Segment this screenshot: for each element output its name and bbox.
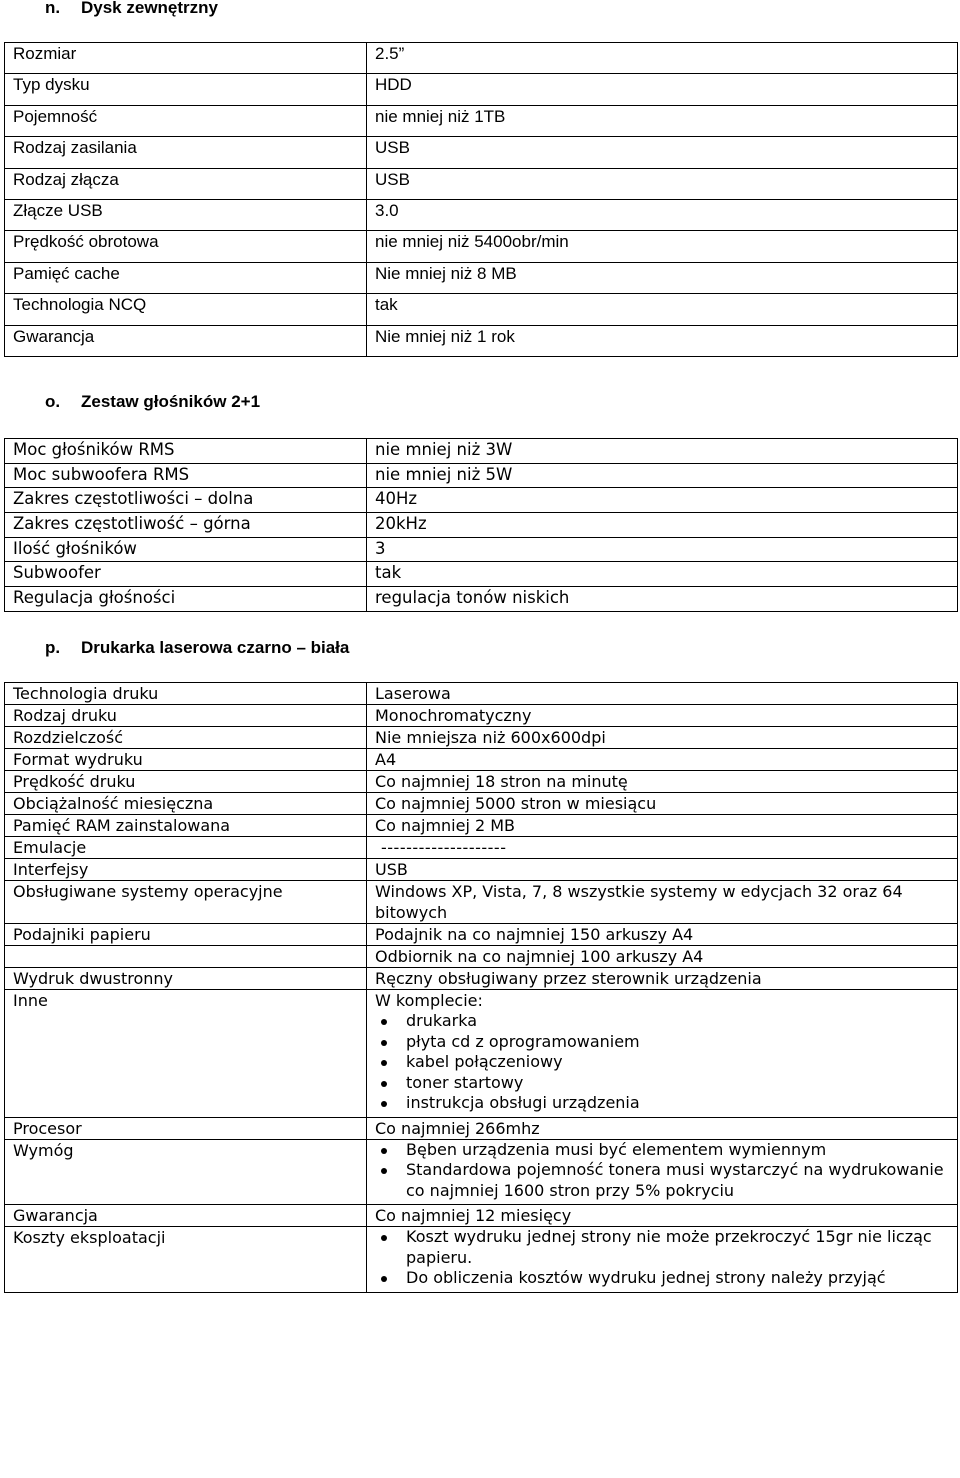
list-item: płyta cd z oprogramowaniem [406,1032,949,1053]
spec-value [367,946,958,968]
spec-label: Zakres częstotliwości – dolna [5,488,367,513]
spec-value-text: A4 [375,750,397,769]
spec-value [367,881,958,924]
spec-value-text: Co najmniej 2 MB [375,816,516,835]
spec-value-text: Nie mniej niż 8 MB [375,263,517,283]
table-row [5,990,958,1118]
table-row [5,1227,958,1293]
spec-value [367,859,958,881]
spec-label: Prędkość obrotowa [5,231,367,262]
spec-label: Wydruk dwustronny [5,968,367,990]
table-row [5,705,958,727]
spec-value-text: Co najmniej 18 stron na minutę [375,772,628,791]
bullet-list [375,1227,949,1289]
spec-table-printer [4,682,958,1293]
spec-value-text: USB [375,860,408,879]
spec-label: Złącze USB [5,199,367,230]
spec-label: Pamięć cache [5,262,367,293]
table-row [5,1205,958,1227]
section-marker: p. [45,638,61,657]
table-row [5,439,958,464]
spec-value [367,513,958,538]
spec-label: Moc subwoofera RMS [5,463,367,488]
spec-label: Rozdzielczość [5,727,367,749]
spec-value-text: 2.5” [375,44,405,63]
spec-value [367,231,958,262]
spec-value [367,325,958,356]
spec-label: Procesor [5,1117,367,1139]
spec-value-text: nie mniej niż 3W [375,440,513,459]
spec-value-text: 20kHz [375,514,427,534]
section-heading-disk [45,0,218,18]
table-row [5,43,958,74]
spec-value [367,968,958,990]
table-row [5,683,958,705]
spec-value [367,537,958,562]
spec-value [367,749,958,771]
table-row [5,488,958,513]
table-row [5,837,958,859]
spec-label: Inne [5,990,367,1118]
spec-value-text: Windows XP, Vista, 7, 8 wszystkie systemy w edycjach 32 oraz 64 bitowych [375,882,903,922]
spec-label: Technologia NCQ [5,294,367,325]
spec-label: Rodzaj zasilania [5,137,367,168]
spec-value-text: -------------------- [381,838,507,857]
table-row [5,168,958,199]
section-marker: n. [45,0,61,17]
bullet-list [375,1140,949,1202]
table-row [5,587,958,612]
spec-label: Obsługiwane systemy operacyjne [5,881,367,924]
spec-value-text: Co najmniej 5000 stron w miesiącu [375,794,657,813]
spec-value [367,199,958,230]
table-row [5,924,958,946]
spec-value-text: USB [375,138,410,158]
table-row [5,793,958,815]
spec-value [367,1139,958,1205]
bullet-list [375,1011,949,1114]
spec-value-text: regulacja tonów niskich [375,588,570,608]
spec-value [367,771,958,793]
spec-label: Rozmiar [5,43,367,74]
spec-table-disk [4,42,958,357]
spec-label: Podajniki papieru [5,924,367,946]
table-row [5,137,958,168]
spec-label: Technologia druku [5,683,367,705]
list-item: Koszt wydruku jednej strony nie może przekroczyć 15gr nie licząc papieru. [406,1227,949,1268]
spec-value-intro: W komplecie: [375,991,483,1010]
table-row [5,815,958,837]
spec-label: Koszty eksploatacji [5,1227,367,1293]
table-row [5,105,958,136]
spec-table-speakers [4,438,958,612]
section-title: Drukarka laserowa czarno – biała [81,638,350,657]
spec-label: Prędkość druku [5,771,367,793]
spec-value-text: Monochromatyczny [375,706,532,725]
spec-value [367,1205,958,1227]
spec-value-text: Nie mniejsza niż 600x600dpi [375,728,606,747]
list-item: Do obliczenia kosztów wydruku jednej strony należy przyjąć [406,1268,949,1289]
list-item: Standardowa pojemność tonera musi wystarczyć na wydrukowanie co najmniej 1600 stron przy 5% pokryciu [406,1160,949,1201]
spec-value [367,488,958,513]
section-heading-speakers [45,392,260,412]
spec-value [367,837,958,859]
spec-value [367,562,958,587]
list-item: drukarka [406,1011,949,1032]
table-row [5,463,958,488]
spec-value [367,439,958,464]
spec-value-text: Podajnik na co najmniej 150 arkuszy A4 [375,925,694,944]
spec-value-text: 3 [375,538,386,558]
spec-value-text: nie mniej niż 5W [375,464,513,484]
table-row [5,562,958,587]
spec-value-text: nie mniej niż 5400obr/min [375,232,569,252]
spec-value-text: tak [375,563,402,583]
section-title: Zestaw głośników 2+1 [81,392,261,411]
spec-value-text: nie mniej niż 1TB [375,106,506,126]
spec-label [5,946,367,968]
section-marker: o. [45,392,61,411]
table-row [5,537,958,562]
spec-value [367,1117,958,1139]
spec-value [367,74,958,105]
spec-label: Format wydruku [5,749,367,771]
section-heading-printer [45,638,349,658]
spec-value [367,683,958,705]
spec-value [367,43,958,74]
spec-value [367,105,958,136]
spec-label: Regulacja głośności [5,587,367,612]
spec-value [367,727,958,749]
table-row [5,749,958,771]
table-row [5,968,958,990]
spec-value-text: USB [375,169,410,189]
spec-label: Zakres częstotliwość – górna [5,513,367,538]
spec-value [367,1227,958,1293]
spec-label: Moc głośników RMS [5,439,367,464]
table-row [5,727,958,749]
spec-value-text: HDD [375,75,412,95]
table-row [5,325,958,356]
spec-value [367,705,958,727]
table-row [5,294,958,325]
table-row [5,513,958,538]
spec-value-text: tak [375,295,398,315]
table-row [5,1117,958,1139]
spec-label: Pojemność [5,105,367,136]
spec-label: Emulacje [5,837,367,859]
spec-value-text: Co najmniej 12 miesięcy [375,1206,572,1225]
table-row [5,859,958,881]
spec-value [367,990,958,1118]
table-row [5,946,958,968]
spec-label: Typ dysku [5,74,367,105]
spec-value [367,463,958,488]
list-item: kabel połączeniowy [406,1052,949,1073]
table-row [5,771,958,793]
spec-value-text: Laserowa [375,684,451,703]
spec-value-text: Odbiornik na co najmniej 100 arkuszy A4 [375,947,704,966]
spec-value [367,294,958,325]
table-row [5,199,958,230]
spec-value [367,137,958,168]
spec-label: Rodzaj złącza [5,168,367,199]
table-row [5,231,958,262]
spec-value [367,815,958,837]
spec-value-text: 3.0 [375,200,399,220]
spec-value [367,168,958,199]
table-row [5,262,958,293]
spec-label: Interfejsy [5,859,367,881]
table-row [5,881,958,924]
spec-label: Wymóg [5,1139,367,1205]
spec-value [367,587,958,612]
spec-label: Gwarancja [5,1205,367,1227]
spec-value [367,924,958,946]
spec-label: Gwarancja [5,325,367,356]
table-row [5,1139,958,1205]
spec-label: Obciążalność miesięczna [5,793,367,815]
spec-label: Rodzaj druku [5,705,367,727]
list-item: instrukcja obsługi urządzenia [406,1093,949,1114]
spec-value [367,262,958,293]
spec-value-text: Co najmniej 266mhz [375,1118,540,1138]
spec-value-text: 40Hz [375,489,418,509]
spec-label: Pamięć RAM zainstalowana [5,815,367,837]
spec-label: Subwoofer [5,562,367,587]
spec-value-text: Nie mniej niż 1 rok [375,326,515,346]
spec-value-text: Ręczny obsługiwany przez sterownik urządzenia [375,969,762,988]
list-item: Bęben urządzenia musi być elementem wymiennym [406,1140,949,1161]
section-title: Dysk zewnętrzny [81,0,218,17]
spec-label: Ilość głośników [5,537,367,562]
table-row [5,74,958,105]
spec-value [367,793,958,815]
list-item: toner startowy [406,1073,949,1094]
